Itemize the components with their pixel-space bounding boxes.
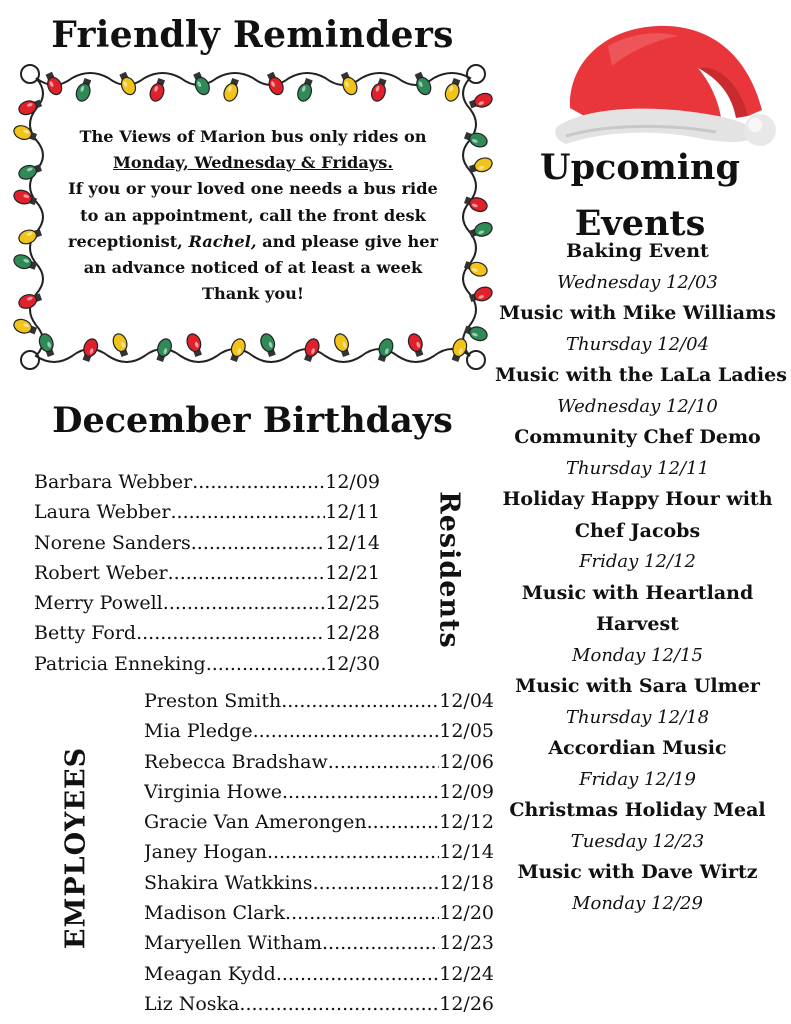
person-name: Janey Hogan <box>144 841 267 864</box>
light-bulb-icon <box>17 291 43 311</box>
light-bulb-icon <box>148 77 168 103</box>
leader-dots <box>322 928 439 958</box>
light-bulb-icon <box>468 220 494 240</box>
reminder-line-1: The Views of Marion bus only rides on <box>79 127 427 146</box>
person-name: Meagan Kydd <box>144 962 276 985</box>
birthday-row <box>34 467 380 497</box>
event-name-continued: Chef Jacobs <box>574 519 701 542</box>
events-title-line-1: Upcoming <box>540 147 740 188</box>
birthday-row <box>34 528 380 558</box>
birthday-date: 12/23 <box>439 932 494 955</box>
leader-dots <box>171 497 326 527</box>
event-item <box>495 578 780 672</box>
leader-dots <box>163 588 325 618</box>
person-name: Madison Clark <box>144 902 286 925</box>
light-bulb-icon <box>468 91 494 111</box>
residents-birthday-list <box>34 467 380 679</box>
light-bulb-icon <box>463 323 489 343</box>
birthday-row <box>34 558 380 588</box>
event-item <box>495 484 780 578</box>
birthday-row <box>144 716 494 746</box>
event-name: Community Chef Demo <box>514 426 761 448</box>
birthday-date: 12/09 <box>325 471 380 493</box>
birthday-row <box>34 618 380 648</box>
light-bulb-icon <box>338 71 360 97</box>
birthday-date: 12/24 <box>439 962 494 985</box>
event-name: Baking Event <box>566 240 709 262</box>
reminder-line-5-pre: receptionist, <box>67 231 189 251</box>
leader-dots <box>313 868 440 898</box>
events-list <box>495 236 787 919</box>
birthday-date: 12/28 <box>325 622 380 645</box>
event-name: Accordian Music <box>548 737 727 759</box>
person-name: Norene Sanders <box>34 531 191 554</box>
event-date: Thursday 12/04 <box>565 333 710 355</box>
event-date: Friday 12/12 <box>579 551 696 572</box>
birthday-date: 12/18 <box>439 871 494 894</box>
light-bulb-icon <box>17 97 43 117</box>
light-bulb-icon <box>222 77 242 103</box>
light-bulb-icon <box>111 332 131 358</box>
person-name: Merry Powell <box>34 592 163 615</box>
event-item <box>495 360 787 422</box>
employees-birthday-list <box>144 686 494 1019</box>
event-item <box>495 733 780 795</box>
event-name: Music with Mike Williams <box>499 302 776 324</box>
birthday-date: 12/09 <box>439 780 494 803</box>
leader-dots <box>239 989 439 1019</box>
birthday-date: 12/11 <box>325 501 380 524</box>
event-item <box>495 298 780 360</box>
birthday-row <box>144 898 494 928</box>
birthday-row <box>144 837 494 867</box>
reminder-bus-days: Monday, Wednesday & Fridays. <box>112 153 394 173</box>
light-bulb-icon <box>463 129 489 149</box>
light-bulb-icon <box>463 258 489 278</box>
birthday-date: 12/25 <box>325 592 380 615</box>
reminder-line-7: Thank you! <box>201 284 304 304</box>
birthday-row <box>144 959 494 989</box>
event-item <box>495 795 780 857</box>
event-date: Friday 12/19 <box>579 768 696 790</box>
wire-loop <box>21 351 39 369</box>
light-bulb-icon <box>74 77 94 103</box>
person-name: Maryellen Witham <box>144 932 323 955</box>
event-name: Holiday Happy Hour with <box>502 488 773 510</box>
leader-dots <box>328 747 440 777</box>
light-bulb-icon <box>259 332 279 358</box>
leader-dots <box>206 649 326 679</box>
birthday-date: 12/04 <box>439 690 494 712</box>
birthday-row <box>34 588 380 618</box>
leader-dots <box>285 898 439 928</box>
santa-hat-icon <box>548 6 778 156</box>
leader-dots <box>253 716 440 746</box>
event-item <box>495 671 780 733</box>
person-name: Betty Ford <box>34 622 137 645</box>
reminder-message <box>60 124 446 307</box>
person-name: Gracie Van Amerongen <box>144 811 367 834</box>
reminder-line-4: to an appointment, call the front desk <box>80 205 426 225</box>
light-bulb-icon <box>443 77 463 103</box>
light-bulb-icon <box>468 156 494 176</box>
light-bulb-icon <box>185 332 205 358</box>
light-bulb-icon <box>12 252 38 272</box>
event-item <box>495 422 780 484</box>
event-item <box>495 857 780 919</box>
reminder-line-6: an advance noticed of at least a week <box>83 258 423 278</box>
birthday-row <box>144 777 494 807</box>
residents-label: Residents <box>433 491 465 649</box>
event-date: Thursday 12/18 <box>565 706 710 728</box>
birthday-date: 12/14 <box>325 531 380 554</box>
employees-label: EMPLOYEES <box>60 746 92 950</box>
leader-dots <box>367 807 440 837</box>
light-bulb-icon <box>12 123 38 143</box>
wire-loop <box>21 65 39 83</box>
leader-dots <box>192 467 325 497</box>
light-bulb-icon <box>463 194 489 214</box>
event-date: Wednesday 12/03 <box>557 271 718 293</box>
light-bulb-icon <box>406 332 426 358</box>
light-bulb-icon <box>295 77 315 103</box>
event-date: Wednesday 12/10 <box>557 395 718 417</box>
event-item <box>495 236 780 298</box>
birthday-row <box>34 649 380 679</box>
person-name: Virginia Howe <box>144 780 282 803</box>
birthday-date: 12/06 <box>439 750 494 773</box>
birthday-row <box>144 747 494 777</box>
light-bulb-icon <box>17 226 43 246</box>
birthday-row <box>144 686 494 716</box>
birthday-date: 12/21 <box>325 561 380 584</box>
light-bulb-icon <box>468 285 494 305</box>
wire-loop <box>467 351 485 369</box>
person-name: Barbara Webber <box>34 471 193 493</box>
event-name: Christmas Holiday Meal <box>509 799 766 821</box>
leader-dots <box>276 959 439 989</box>
birthday-date: 12/30 <box>325 652 380 675</box>
person-name: Preston Smith <box>144 690 282 712</box>
birthday-row <box>144 989 494 1019</box>
light-bulb-icon <box>17 161 43 181</box>
light-bulb-icon <box>12 188 38 208</box>
light-bulb-icon <box>37 332 57 358</box>
reminder-line-5-post: and please give her <box>256 231 439 251</box>
light-bulb-icon <box>332 332 352 358</box>
event-date: Monday 12/29 <box>572 892 703 914</box>
light-bulb-icon <box>12 317 38 337</box>
birthday-row <box>144 928 494 958</box>
event-name: Music with Dave Wirtz <box>517 861 758 883</box>
event-name: Music with Sara Ulmer <box>515 675 760 697</box>
event-date: Monday 12/15 <box>572 644 703 666</box>
person-name: Shakira Watkkins <box>144 871 313 894</box>
person-name: Liz Noska <box>144 992 240 1015</box>
event-date: Thursday 12/11 <box>565 457 710 479</box>
leader-dots <box>281 686 439 716</box>
person-name: Patricia Enneking <box>34 652 206 675</box>
reminders-title: Friendly Reminders <box>51 14 454 56</box>
birthday-row <box>144 807 494 837</box>
event-date: Tuesday 12/23 <box>570 830 705 852</box>
leader-dots <box>168 558 326 588</box>
person-name: Rebecca Bradshaw <box>144 750 328 773</box>
birthday-date: 12/20 <box>439 902 494 925</box>
birthday-date: 12/26 <box>439 992 494 1015</box>
birthday-date: 12/14 <box>439 841 494 864</box>
light-bulb-icon <box>412 71 434 97</box>
birthday-date: 12/05 <box>439 720 494 743</box>
person-name: Laura Webber <box>34 501 171 524</box>
event-name: Music with Heartland <box>521 581 754 604</box>
leader-dots <box>267 837 439 867</box>
birthdays-title: December Birthdays <box>52 400 453 441</box>
event-name-continued: Harvest <box>596 613 679 635</box>
receptionist-name: Rachel, <box>188 231 257 251</box>
wire-loop <box>467 65 485 83</box>
leader-dots <box>282 777 439 807</box>
birthday-row <box>144 868 494 898</box>
leader-dots <box>191 528 326 558</box>
events-title-line-2: Events <box>574 203 706 244</box>
light-bulb-icon <box>369 77 389 103</box>
birthday-row <box>34 497 380 527</box>
person-name: Mia Pledge <box>144 720 253 743</box>
reminder-line-3: If you or your loved one needs a bus ride <box>68 179 438 199</box>
person-name: Robert Weber <box>34 561 168 584</box>
reminder-line-5 <box>60 229 446 255</box>
event-name: Music with the LaLa Ladies <box>495 364 787 386</box>
birthday-date: 12/12 <box>439 811 494 834</box>
leader-dots <box>136 618 325 648</box>
